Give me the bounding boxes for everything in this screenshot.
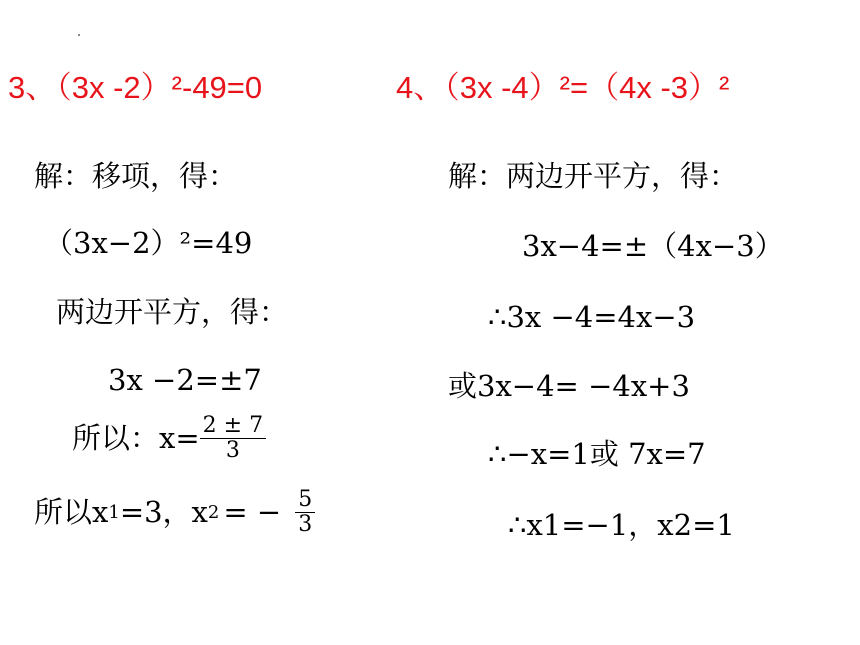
problem-3-header [8, 62, 262, 107]
subscript-1: 1 [108, 501, 120, 523]
fraction-denominator: 3 [298, 512, 313, 538]
left-solution-line-4: 3x −2=±7 [108, 363, 262, 397]
right-solution-line-4: 或3x−4= −4x+3 [448, 369, 690, 403]
problem-3-equation: （3x -2）²-49=0 [56, 70, 263, 105]
left-l6-prefix: 所以x [34, 495, 109, 530]
left-solution-line-2: （3x−2）²=49 [44, 226, 253, 260]
fraction-5-over-3 [295, 488, 315, 537]
left-solution-line-5 [72, 414, 266, 463]
left-solution-line-1: 解：移项，得： [34, 159, 238, 193]
problem-4-label: 4、 [396, 70, 445, 105]
right-solution-line-3: ∴3x −4=4x−3 [488, 300, 696, 334]
left-l5-prefix: 所以：x= [72, 421, 200, 456]
left-l6-mid: =3，x [119, 495, 208, 530]
decorative-dot [78, 34, 80, 36]
subscript-2: 2 [207, 501, 220, 523]
fraction-numerator: 2 ± 7 [200, 414, 266, 439]
left-l6-eq: = − [223, 495, 282, 530]
left-solution-line-6 [34, 488, 315, 537]
fraction-numerator: 5 [295, 488, 315, 513]
right-solution-line-2: 3x−4=±（4x−3） [522, 229, 784, 263]
fraction-2pm7-over-3 [200, 414, 266, 463]
left-solution-line-3: 两边开平方，得： [56, 295, 289, 329]
problem-4-equation: （3x -4）²=（4x -3）² [444, 70, 730, 105]
problem-4-header [396, 62, 729, 107]
right-solution-line-5: ∴−x=1或 7x=7 [488, 437, 706, 471]
problem-3-label: 3、 [8, 70, 57, 105]
right-solution-line-1: 解：两边开平方，得： [448, 159, 739, 193]
right-solution-line-6: ∴x1=−1，x2=1 [508, 508, 735, 542]
fraction-denominator: 3 [225, 438, 240, 464]
